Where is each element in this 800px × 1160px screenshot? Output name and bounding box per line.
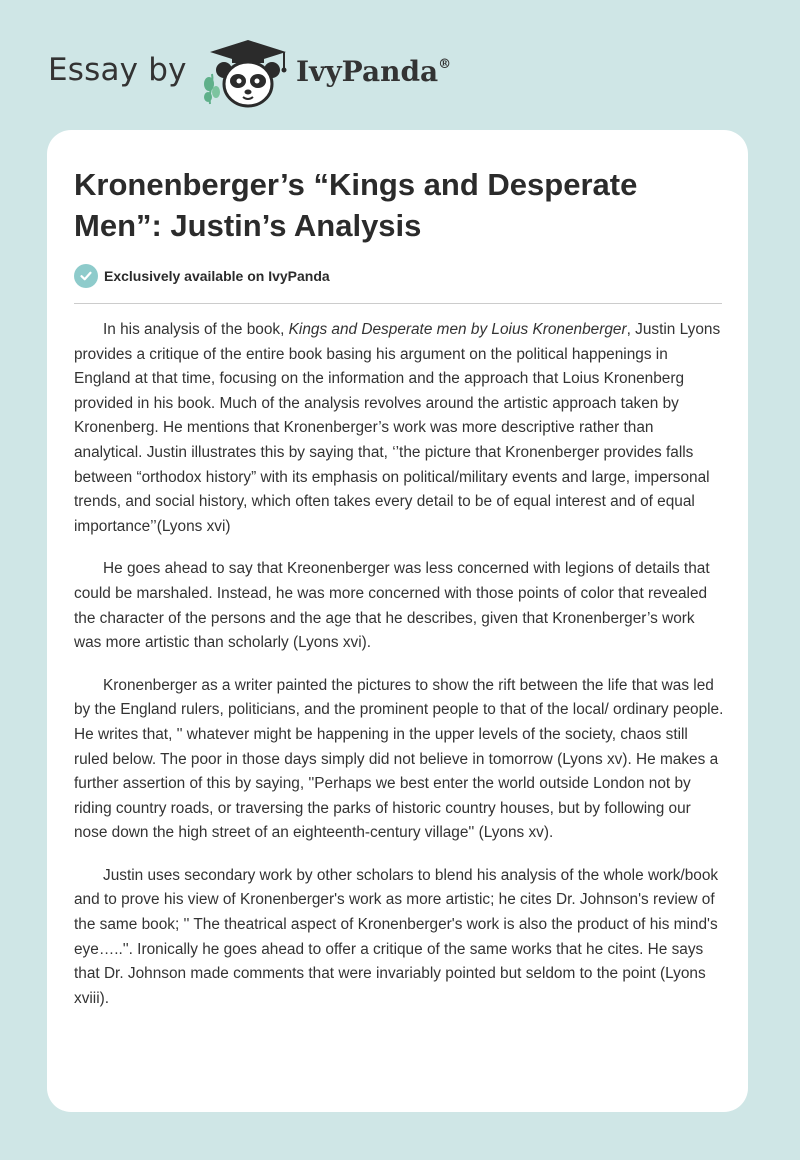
paragraph: He goes ahead to say that Kreonenberger was less concerned with legions of details that could be marshaled. Instead, he was more concerned with those points of color that revealed the character of the persons and the age that he describes, given that Kronenberger’s work was more artistic than scholarly (Lyons xvi).	[74, 560, 710, 652]
brand-logo-text[interactable]	[296, 55, 451, 88]
registered-mark: ®	[438, 57, 452, 72]
brand-name: IvyPanda	[296, 55, 439, 88]
paragraph: Justin uses secondary work by other scholars to blend his analysis of the whole work/book and to prove his view of Kronenberger's work as more artistic; he cites Dr. Johnson's review of the same book; '' The theatrical aspect of Kronenberger's work is also the product of his mind's eye…..''. Ironically he goes ahead to offer a critique of the same works that he cites. He says that Dr. Johnson made comments that were invariably pointed but seldom to the point (Lyons xviii).	[74, 866, 719, 1007]
essay-by-label: Essay by	[48, 52, 187, 88]
check-icon	[74, 264, 98, 288]
essay-card	[47, 130, 748, 1112]
book-title: Kings and Desperate men by Loius Kronenberger	[288, 321, 627, 338]
divider	[74, 303, 722, 304]
exclusive-badge	[74, 264, 330, 288]
essay-title: Kronenberger’s “Kings and Desperate Men”: Justin’s Analysis	[74, 167, 638, 243]
paragraph-text: In his analysis of the book,	[103, 321, 289, 338]
paragraph: Kronenberger as a writer painted the pictures to show the rift between the life that was led by the England rulers, politicians, and the prominent people to that of the local/ ordinary people. He writes that, '' whatever might be happening in the upper levels of the society, chaos still ruled below. The poor in those days simply did not believe in tomorrow (Lyons xv). He makes a further assertion of this by saying, ''Perhaps we best enter the world outside London not by riding country roads, or traversing the parks of historic country houses, but by following our nose down the high street of an eighteenth-century village'' (Lyons xv).	[74, 676, 724, 842]
exclusive-badge-text: Exclusively available on IvyPanda	[104, 268, 330, 284]
essay-body	[74, 318, 726, 1029]
paragraph-text: , Justin Lyons provides a critique of the entire book basing his argument on the political happenings in England at that time, focusing on the information and the approach that Loius Kronenberg provided in his book. Much of the analysis revolves around the artistic approach taken by Kronenberg. He mentions that Kronenberger’s work was more descriptive rather than analytical. Justin illustrates this by saying that, ‘’the picture that Kronenberger provides falls between “orthodox history” with its emphasis on political/military events and large, impersonal trends, and social history, which often takes every detail to be of equal interest and of equal importance’’(Lyons xvi)	[74, 321, 721, 535]
paragraph	[74, 318, 726, 539]
panda-graduate-icon[interactable]	[200, 34, 296, 110]
site-header	[0, 0, 800, 130]
